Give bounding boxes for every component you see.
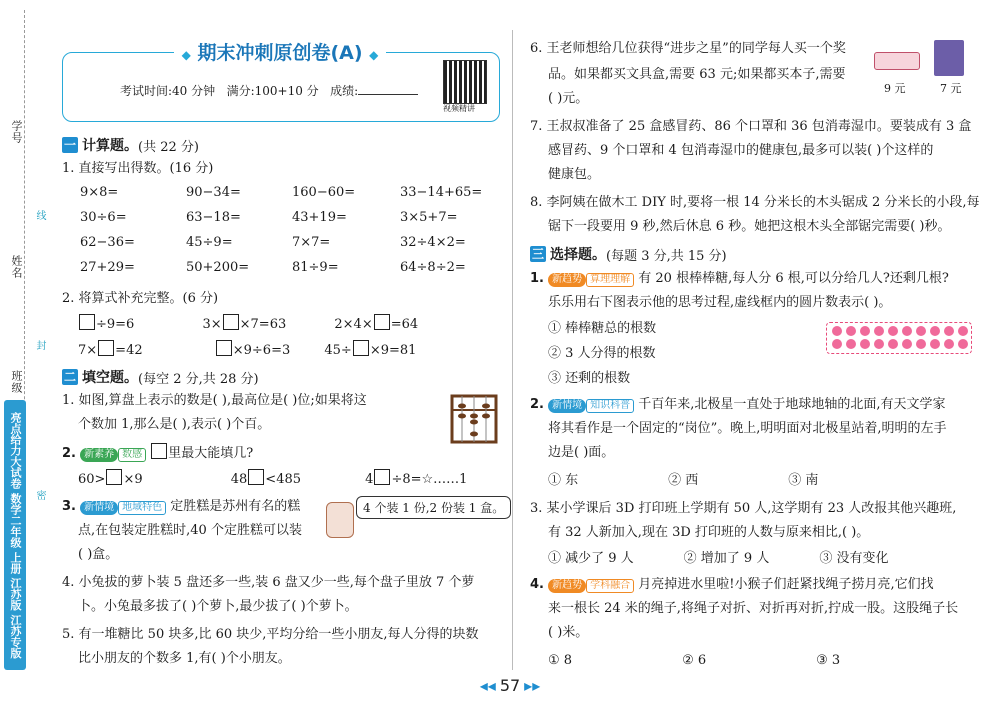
q7-line3: 健康包。 <box>548 167 601 182</box>
s3-q4-line3: ( )米。 <box>548 625 589 640</box>
exam-title: 期末冲刺原创卷(A) <box>197 42 363 64</box>
calc-item: 45÷9= <box>186 235 233 250</box>
diamond-icon: ◆ <box>181 48 191 62</box>
calc-item: 64÷8÷2= <box>400 260 466 275</box>
s3-q4-line1: 4. 新趋势 学科融合 月亮掉进水里啦!小猴子们赶紧找绳子捞月亮,它们找 <box>530 577 934 592</box>
disc <box>846 339 856 349</box>
qr-label: 视频精讲 <box>443 104 475 113</box>
prev-arrows-icon: ◂◂ <box>479 676 496 695</box>
cut-mark-1: 线 <box>34 210 45 220</box>
s2-q5-line1: 5. 有一堆糖比 50 块多,比 60 块少,平均分给一些小朋友,每人分得的块数 <box>62 627 479 642</box>
exam-result-label: 成绩: <box>330 84 359 98</box>
disc <box>860 326 870 336</box>
exam-score: 满分:100+10 分 <box>226 84 319 98</box>
s3-q2-options: ① 东 ② 西 ③ 南 <box>548 473 819 488</box>
calc-item: 33−14+65= <box>400 185 483 200</box>
s2-q5-line2: 比小朋友的个数多 1,有( )个小朋友。 <box>78 651 291 666</box>
calc-item: 62−36= <box>80 235 135 250</box>
s3-q2-line3: 边是( )面。 <box>548 445 615 460</box>
cake-icon <box>326 502 354 538</box>
disc <box>930 326 940 336</box>
s3-q1-line2: 乐乐用右下图表示他的思考过程,虚线框内的圆片数表示( )。 <box>548 295 892 310</box>
disc <box>874 339 884 349</box>
disc <box>958 326 968 336</box>
disc <box>888 339 898 349</box>
s2-q4-line1: 4. 小兔拔的萝卜装 5 盘还多一些,装 6 盘又少一些,每个盘子里放 7 个萝 <box>62 575 475 590</box>
calc-item: 3×5+7= <box>400 210 458 225</box>
class-label: 班级 <box>10 370 23 394</box>
q6-line3: ( )元。 <box>548 91 589 106</box>
calc-item: 81÷9= <box>292 260 339 275</box>
calc-item: 160−60= <box>292 185 356 200</box>
page-number: 57 <box>499 676 521 695</box>
s3-q1-opt2: ② 3 人分得的根数 <box>548 346 656 361</box>
disc <box>958 339 968 349</box>
s1-q2: 2. 将算式补充完整。(6 分) <box>62 291 219 306</box>
fill-row-1: ÷9=6 3× ×7=63 2×4× =64 <box>78 314 418 334</box>
q6-line2: 品。如果都买文具盒,需要 63 元;如果都买本子,需要 <box>548 67 846 82</box>
notebook-icon <box>934 40 964 76</box>
disc <box>902 326 912 336</box>
q8-line2: 锯下一段要用 9 秒,然后休息 6 秒。她把这根木头全部锯完需要( )秒。 <box>548 219 951 234</box>
s2-q3-line1: 3. 新情境 地域特色 定胜糕是苏州有名的糕 <box>62 499 301 514</box>
calc-item: 7×7= <box>292 235 331 250</box>
exam-time: 考试时间:40 分钟 <box>120 84 216 98</box>
exam-meta <box>120 82 418 99</box>
cut-mark-2: 封 <box>34 340 45 350</box>
fill-row-2: 7× =42 ×9÷6=3 45÷ ×9=81 <box>78 340 416 360</box>
name-label: 姓名 <box>10 255 23 279</box>
s2-q3-line2: 点,在包装定胜糕时,40 个定胜糕可以装 <box>78 523 302 538</box>
q8-line1: 8. 李阿姨在做木工 DIY 时,要将一根 14 分米长的木头锯成 2 分米长的小段,每 <box>530 195 980 210</box>
disc <box>930 339 940 349</box>
calc-item: 90−34= <box>186 185 241 200</box>
calc-item: 50+200= <box>186 260 250 275</box>
disc <box>832 326 842 336</box>
calc-item: 30÷6= <box>80 210 127 225</box>
disc <box>944 339 954 349</box>
disc <box>874 326 884 336</box>
column-divider <box>512 30 513 670</box>
disc <box>916 326 926 336</box>
cut-mark-3: 密 <box>34 490 45 500</box>
s3-q2-line1: 2. 新情境 知识科普 千百年来,北极星一直处于地球地轴的北面,有天文学家 <box>530 397 946 412</box>
s2-q3-note: 4 个装 1 份,2 份装 1 盒。 <box>356 496 511 519</box>
next-arrows-icon: ▸▸ <box>524 676 541 695</box>
pencil-case-icon <box>874 52 920 70</box>
calc-item: 32÷4×2= <box>400 235 466 250</box>
s2-q2-line2: 60> ×9 48 <485 4 ÷8=☆……1 <box>78 469 467 489</box>
section-1-heading: 一 计算题。 (共 22 分) <box>63 138 199 155</box>
price-pencil-case: 9 元 <box>884 82 906 95</box>
s3-q3-options: ① 减少了 9 人 ② 增加了 9 人 ③ 没有变化 <box>548 551 889 566</box>
disc-group <box>826 322 972 354</box>
s3-q1-opt3: ③ 还剩的根数 <box>548 371 631 386</box>
q7-line1: 7. 王叔叔准备了 25 盒感冒药、86 个口罩和 36 包消毒湿巾。要装成有 3 盒 <box>530 119 972 134</box>
s3-q4-line2: 来一根长 24 米的绳子,将绳子对折、对折再对折,拧成一股。这股绳子长 <box>548 601 959 616</box>
s2-q3-line3: ( )盒。 <box>78 547 119 562</box>
calc-item: 9×8= <box>80 185 119 200</box>
disc <box>846 326 856 336</box>
s3-q3-line2: 有 32 人新加入,现在 3D 打印班的人数与原来相比,( )。 <box>548 525 870 540</box>
s2-q4-line2: 卜。小兔最多拔了( )个萝卜,最少拔了( )个萝卜。 <box>78 599 358 614</box>
calc-item: 63−18= <box>186 210 241 225</box>
abacus-icon <box>450 394 498 444</box>
disc <box>832 339 842 349</box>
s3-q3-line1: 3. 某小学课后 3D 打印班上学期有 50 人,这学期有 23 人改报其他兴趣班, <box>530 501 957 516</box>
s2-q2-line1: 2. 新素养 数感 里最大能填几? <box>62 443 253 463</box>
section-3-heading: 三 选择题。 (每题 3 分,共 15 分) <box>531 247 727 264</box>
s1-q1: 1. 直接写出得数。(16 分) <box>62 161 214 176</box>
binding-strip <box>0 0 45 703</box>
page-footer <box>470 676 550 695</box>
s3-q4-options: ① 8 ② 6 ③ 3 <box>548 653 841 668</box>
s3-q2-line2: 将其看作是一个固定的“岗位”。晚上,明明面对北极星站着,明明的左手 <box>548 421 947 436</box>
s2-q1-line1: 1. 如图,算盘上表示的数是( ),最高位是( )位;如果将这 <box>62 393 367 408</box>
disc <box>916 339 926 349</box>
disc <box>860 339 870 349</box>
disc <box>888 326 898 336</box>
s2-q1-line2: 个数加 1,那么是( ),表示( )个百。 <box>78 417 271 432</box>
book-spine-label: 亮点给力大试卷 数学二年级 上册 江苏版 江苏专版 <box>4 400 26 670</box>
q7-line2: 感冒药、9 个口罩和 4 包消毒湿巾的健康包,最多可以装( )个这样的 <box>548 143 934 158</box>
disc <box>902 339 912 349</box>
diamond-icon: ◆ <box>369 48 379 62</box>
calc-item: 43+19= <box>292 210 347 225</box>
student-number-label: 学号 <box>10 120 23 144</box>
q6-line1: 6. 王老师想给几位获得“进步之星”的同学每人买一个奖 <box>530 41 846 56</box>
section-2-heading: 二 填空题。 (每空 2 分,共 28 分) <box>63 370 259 387</box>
calc-item: 27+29= <box>80 260 135 275</box>
disc <box>944 326 954 336</box>
s3-q1-line1: 1. 新趋势 算理理解 有 20 根棒棒糖,每人分 6 根,可以分给几人?还剩几根? <box>530 271 949 286</box>
exam-title-wrap <box>62 38 498 65</box>
s3-q1-opt1: ① 棒棒糖总的根数 <box>548 321 657 336</box>
qr-code-icon[interactable] <box>443 60 487 104</box>
price-notebook: 7 元 <box>940 82 962 95</box>
